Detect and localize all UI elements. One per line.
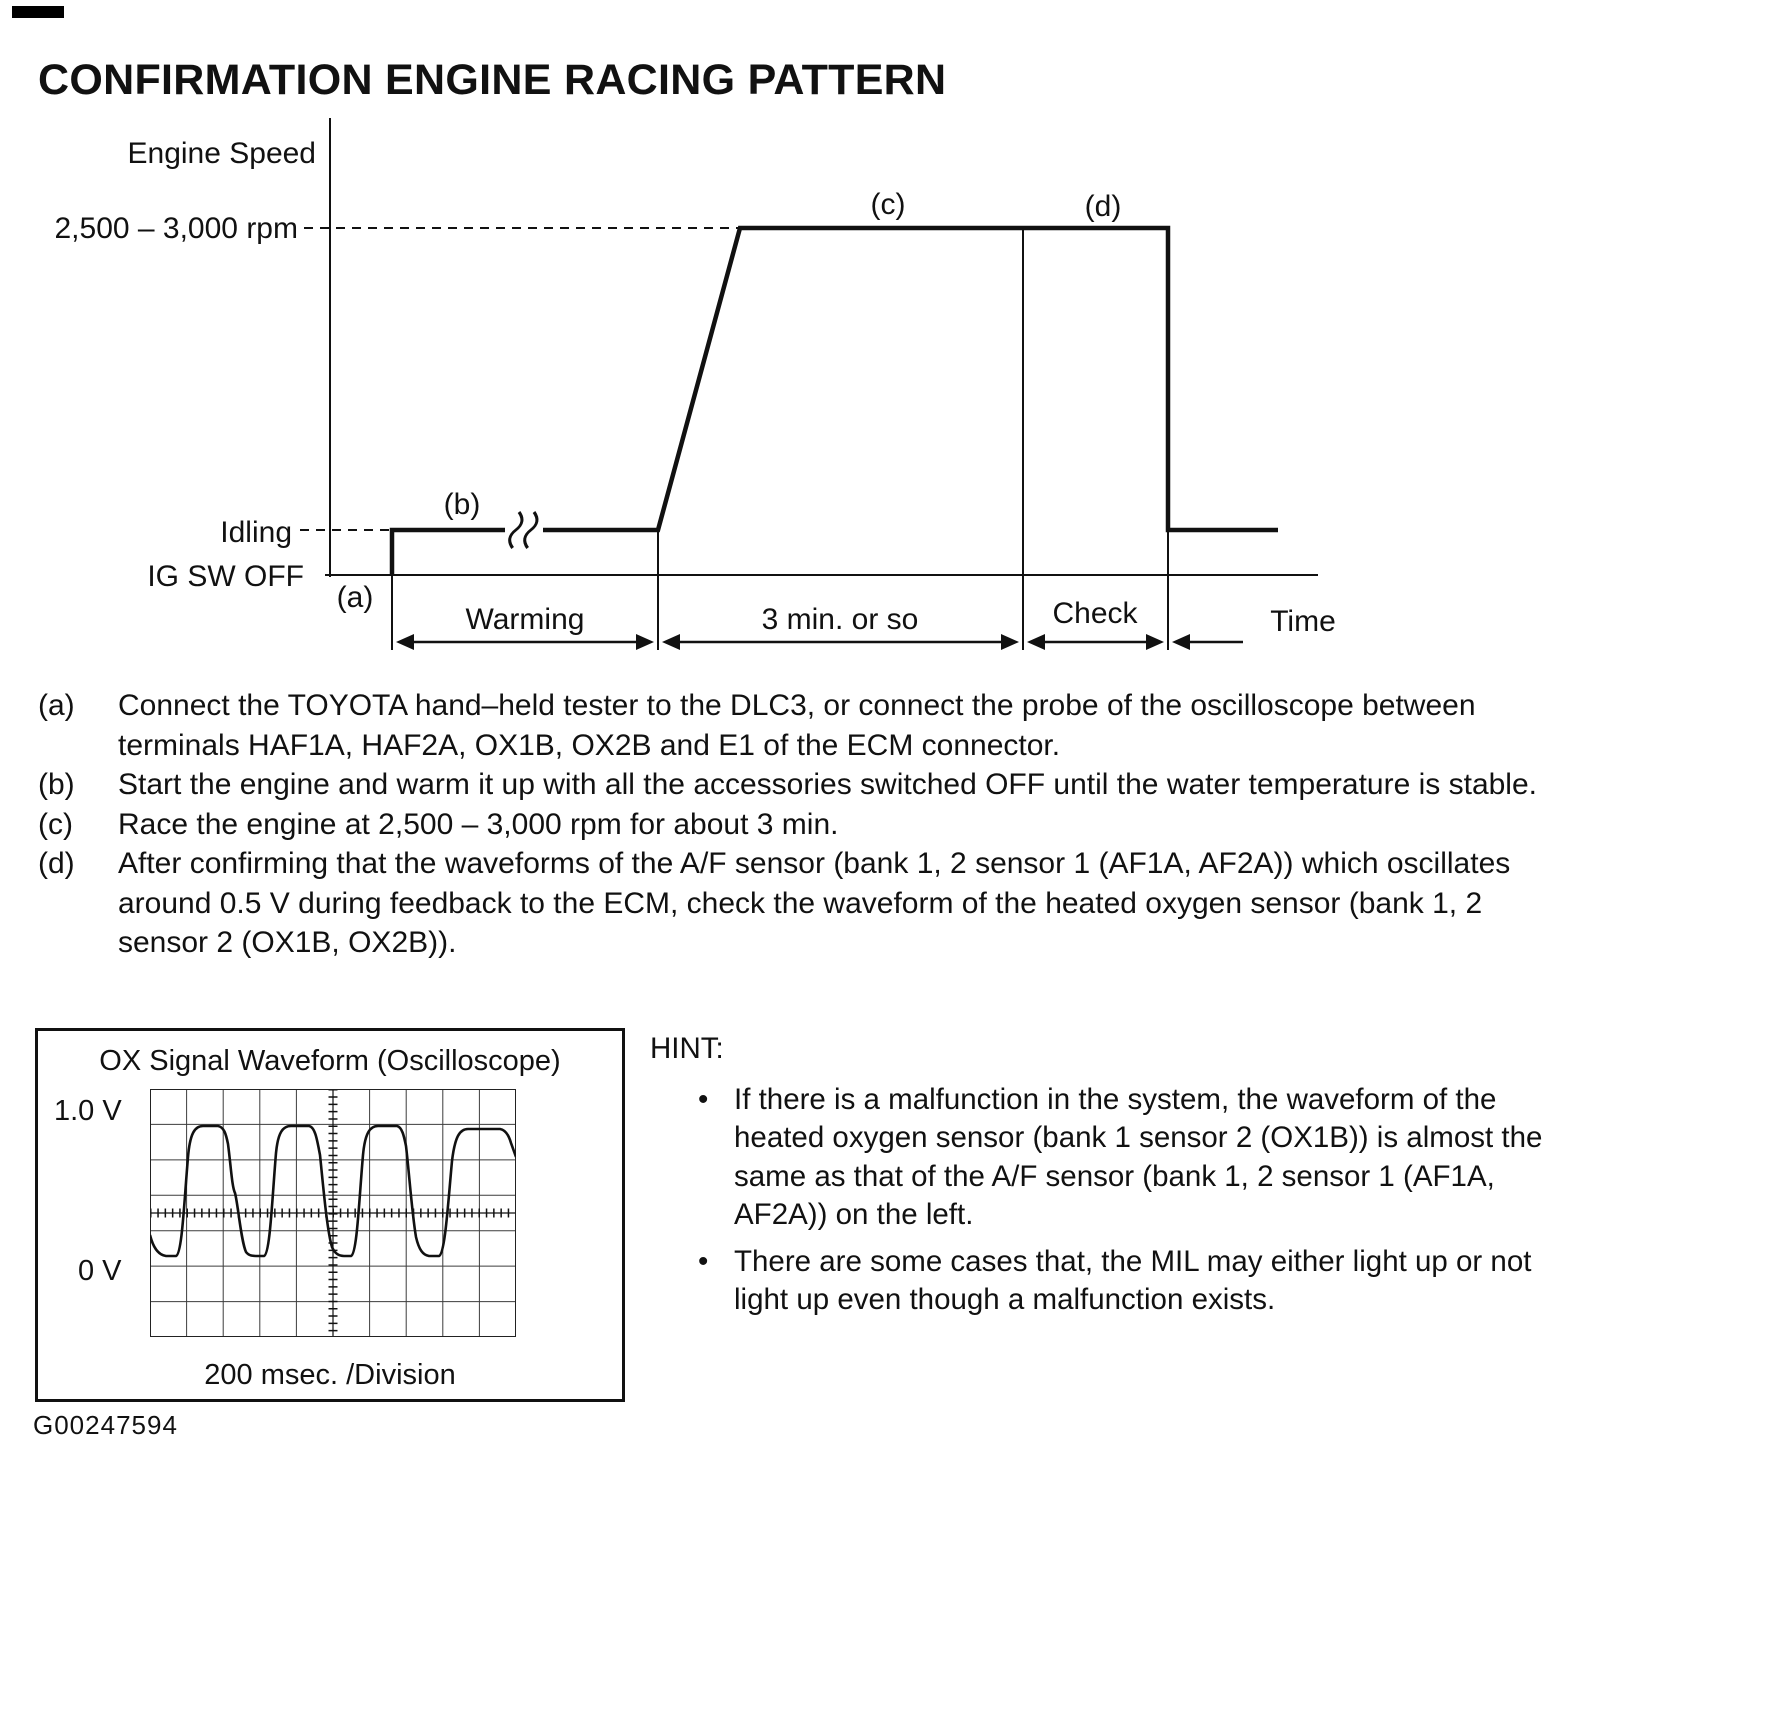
page-title: CONFIRMATION ENGINE RACING PATTERN bbox=[38, 56, 947, 104]
scope-x-axis-label: 200 msec. /Division bbox=[204, 1359, 456, 1391]
hint-bullet-1-text: If there is a malfunction in the system, the waveform of the heated oxygen sensor (bank 1 sensor 2 (OX1B)) is almost the same as that of the A/F sensor (bank 1, 2 sensor 1 (AF1A, AF2A)) on the left. bbox=[734, 1082, 1543, 1231]
scan-artifact-mark bbox=[12, 6, 64, 18]
engine-speed-label: Engine Speed bbox=[127, 137, 316, 170]
step-c bbox=[38, 805, 1553, 845]
rpm-level-label: 2,500 – 3,000 rpm bbox=[54, 212, 298, 245]
check-span-label: Check bbox=[1052, 597, 1138, 630]
oscilloscope-grid bbox=[150, 1089, 516, 1337]
step-b bbox=[38, 765, 1553, 805]
step-a bbox=[38, 686, 1553, 765]
step-c-text: Race the engine at 2,500 – 3,000 rpm for about 3 min. bbox=[118, 807, 839, 841]
race-span-label: 3 min. or so bbox=[761, 603, 919, 636]
warming-span-arrow bbox=[396, 634, 654, 650]
oscilloscope-title: OX Signal Waveform (Oscilloscope) bbox=[99, 1045, 561, 1077]
step-d bbox=[38, 844, 1553, 963]
axis-break-symbol bbox=[505, 510, 543, 550]
hint-bullet-1 bbox=[650, 1081, 1555, 1235]
step-d-label: (d) bbox=[38, 847, 75, 880]
bullet-icon: • bbox=[698, 1082, 709, 1116]
step-c-label: (c) bbox=[38, 807, 73, 841]
race-span-arrow bbox=[662, 634, 1019, 650]
engine-racing-pattern-diagram bbox=[18, 110, 1438, 670]
warming-span-label: Warming bbox=[465, 603, 585, 636]
step-d-text: After confirming that the waveforms of the A/F sensor (bank 1, 2 sensor 1 (AF1A, AF2A)) which oscillates around 0.5 V during feedback to the ECM, check the waveform of the heated oxygen sensor (bank 1, 2 sensor 2 (OX1B, OX2B)). bbox=[118, 847, 1511, 959]
time-axis-label: Time bbox=[1270, 605, 1336, 638]
idling-label: Idling bbox=[220, 516, 292, 549]
procedure-steps bbox=[38, 686, 1553, 963]
hint-section bbox=[650, 1030, 1555, 1328]
figure-code: G00247594 bbox=[33, 1410, 178, 1440]
scope-1v-label: 1.0 V bbox=[54, 1095, 122, 1127]
hint-bullet-2 bbox=[650, 1243, 1555, 1320]
marker-a-label: (a) bbox=[336, 581, 374, 614]
step-a-label: (a) bbox=[38, 689, 75, 722]
scope-0v-label: 0 V bbox=[78, 1255, 122, 1287]
bullet-icon: • bbox=[698, 1244, 709, 1278]
time-axis-arrow bbox=[1172, 634, 1243, 650]
check-span-arrow bbox=[1027, 634, 1164, 650]
ig-sw-off-label: IG SW OFF bbox=[147, 560, 304, 593]
step-b-text: Start the engine and warm it up with all the accessories switched OFF until the water temperature is stable. bbox=[118, 768, 1537, 801]
marker-b-label: (b) bbox=[443, 488, 481, 521]
hint-heading: HINT: bbox=[650, 1032, 724, 1065]
step-b-label: (b) bbox=[38, 768, 75, 801]
marker-d-label: (d) bbox=[1084, 190, 1122, 223]
hint-bullet-2-text: There are some cases that, the MIL may either light up or not light up even though a malfunction exists. bbox=[734, 1244, 1532, 1316]
marker-c-label: (c) bbox=[870, 188, 906, 221]
step-a-text: Connect the TOYOTA hand–held tester to the DLC3, or connect the probe of the oscilloscope between terminals HAF1A, HAF2A, OX1B, OX2B and E1 of the ECM connector. bbox=[118, 689, 1476, 762]
oscilloscope-box bbox=[35, 1028, 625, 1402]
